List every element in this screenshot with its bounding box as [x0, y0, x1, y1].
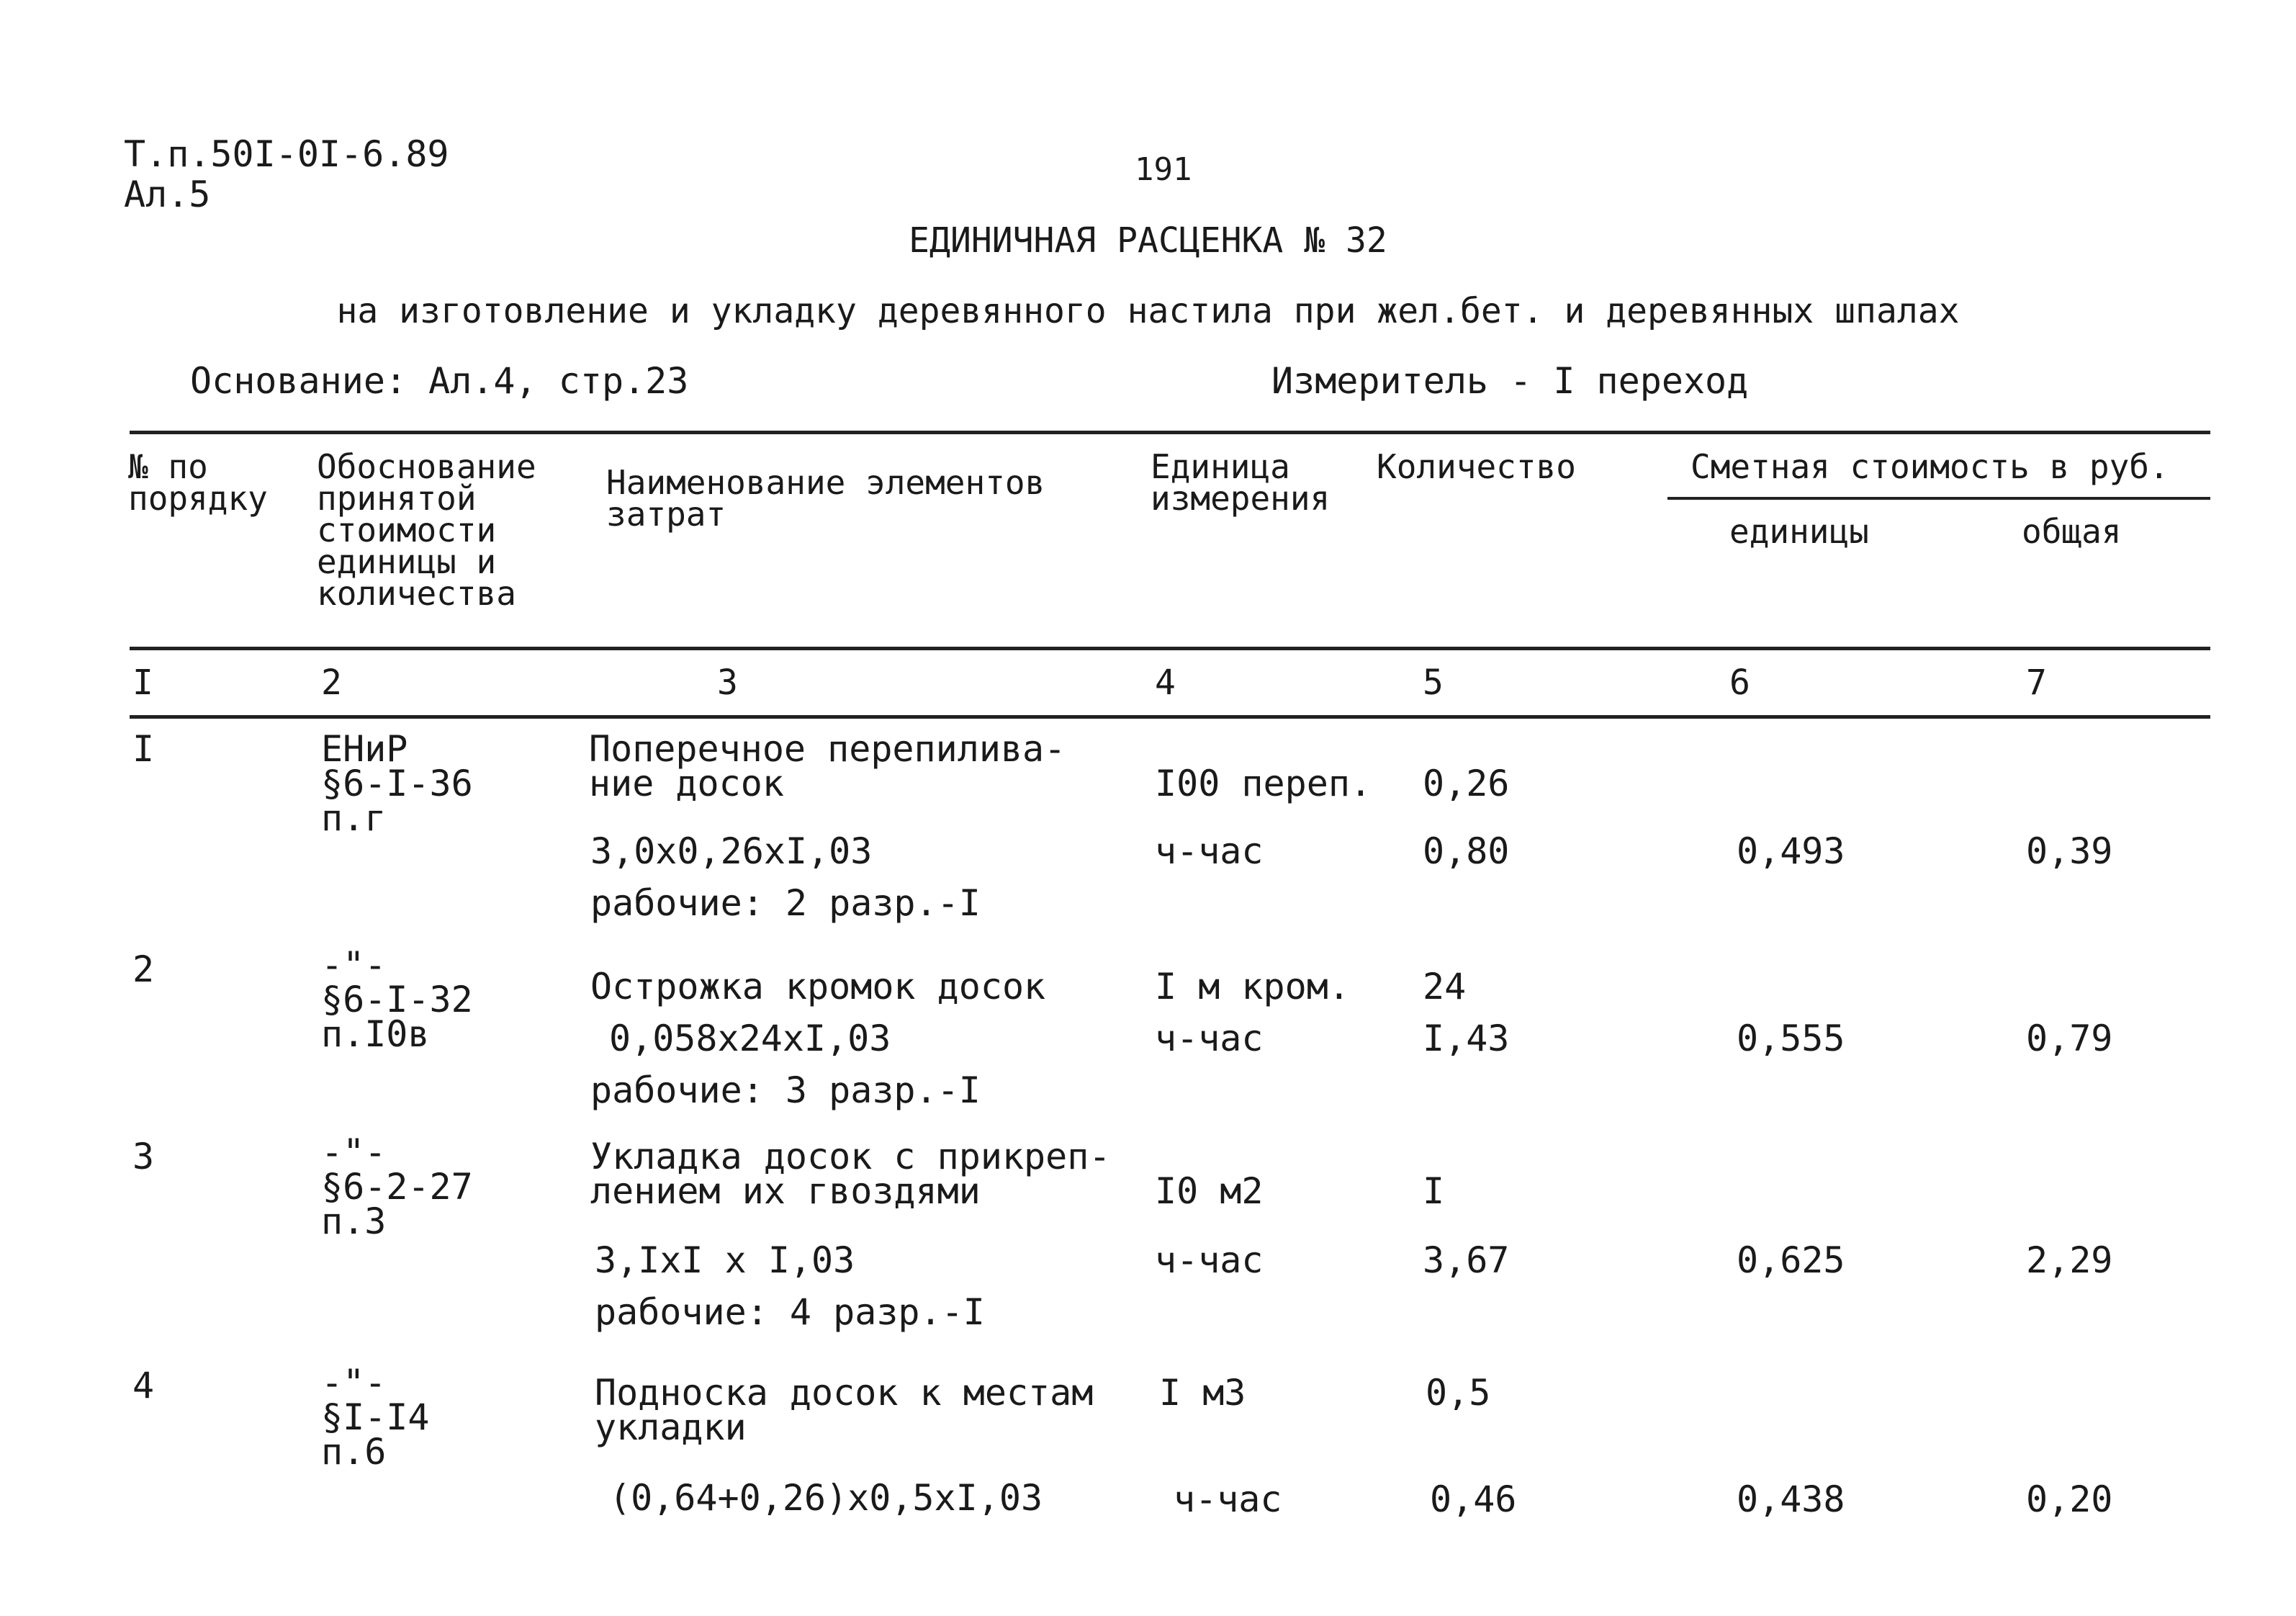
row-calc-unit: ч-час [1155, 1239, 1264, 1281]
document-code-line2: Ал.5 [124, 174, 211, 215]
row-workers: рабочие: 3 разр.-I [590, 1069, 981, 1111]
row-unit-cost: 0,493 [1737, 830, 1845, 872]
row-calc-quantity: 0,46 [1430, 1478, 1517, 1520]
row-calculation: 0,058х24хI,03 [609, 1018, 891, 1059]
row-unit-cost: 0,625 [1737, 1239, 1845, 1281]
row-total-cost: 2,29 [2026, 1239, 2113, 1281]
column-numbers-rule [130, 715, 2210, 719]
column-number: 6 [1729, 663, 1750, 703]
row-basis: -"- §6-2-27 п.3 [321, 1131, 473, 1242]
row-quantity: 0,5 [1426, 1372, 1491, 1414]
header-unit: Единица измерения [1151, 447, 1331, 518]
document-code-line1: Т.п.50I-0I-6.89 [124, 133, 449, 175]
row-unit-cost: 0,438 [1737, 1478, 1845, 1520]
column-number: I [132, 663, 153, 703]
header-quantity: Количество [1377, 447, 1576, 486]
row-total-cost: 0,20 [2026, 1478, 2113, 1520]
row-calc-unit: ч-час [1155, 1018, 1264, 1059]
row-calc-quantity: I,43 [1423, 1018, 1510, 1059]
row-number: 2 [132, 948, 155, 990]
row-quantity: 24 [1423, 966, 1467, 1007]
column-number: 2 [321, 663, 342, 703]
header-unit-cost: единицы [1729, 512, 1869, 551]
row-quantity: I [1423, 1170, 1445, 1212]
header-cost-group: Сметная стоимость в руб. [1691, 447, 2169, 486]
row-unit: I м кром. [1155, 966, 1350, 1007]
row-calculation: 3,0х0,26хI,03 [590, 830, 873, 872]
row-calc-unit: ч-час [1174, 1478, 1282, 1520]
row-basis: -"- §I-I4 п.6 [321, 1362, 430, 1473]
header-row-number: № по порядку [128, 447, 268, 518]
row-number: 4 [132, 1365, 155, 1406]
header-basis: Обоснование принятой стоимости единицы и количества [317, 447, 536, 613]
column-number: 7 [2026, 663, 2047, 703]
row-unit-cost: 0,555 [1737, 1018, 1845, 1059]
column-number: 5 [1423, 663, 1444, 703]
table-top-rule [130, 431, 2210, 434]
row-unit: I0 м2 [1155, 1170, 1264, 1212]
row-total-cost: 0,79 [2026, 1018, 2113, 1059]
row-quantity: 0,26 [1423, 763, 1510, 804]
cost-group-rule [1667, 497, 2210, 500]
row-calc-quantity: 0,80 [1423, 830, 1510, 872]
column-number: 4 [1155, 663, 1176, 703]
row-basis: -"- §6-I-32 п.I0в [321, 944, 473, 1055]
page-number: 191 [1135, 151, 1192, 188]
row-calculation: (0,64+0,26)х0,5хI,03 [609, 1477, 1043, 1519]
column-number: 3 [717, 663, 738, 703]
row-cost-element: Острожка кромок досок [590, 966, 1046, 1007]
measure-unit: Измеритель - I переход [1271, 360, 1749, 402]
row-number: I [132, 728, 155, 770]
row-cost-element: Поперечное перепилива- ние досок [589, 728, 1066, 804]
row-calc-quantity: 3,67 [1423, 1239, 1510, 1281]
row-calc-unit: ч-час [1155, 830, 1264, 872]
row-unit: I м3 [1159, 1372, 1246, 1414]
page-subtitle: на изготовление и укладку деревянного настила при жел.бет. и деревянных шпалах [336, 291, 1960, 331]
row-basis: ЕНиР §6-I-36 п.г [321, 728, 473, 839]
row-workers: рабочие: 4 разр.-I [595, 1291, 985, 1333]
header-cost-element: Наименование элементов затрат [606, 463, 1045, 534]
row-cost-element: Укладка досок с прикреп- лением их гвоздями [590, 1136, 1111, 1212]
document-code [124, 134, 449, 215]
header-total-cost: общая [2022, 512, 2122, 551]
page-title: ЕДИНИЧНАЯ РАСЦЕНКА № 32 [909, 220, 1387, 261]
row-total-cost: 0,39 [2026, 830, 2113, 872]
row-number: 3 [132, 1136, 155, 1177]
header-bottom-rule [130, 647, 2210, 650]
row-cost-element: Подноска досок к местам укладки [595, 1372, 1094, 1448]
row-calculation: 3,IхI х I,03 [595, 1239, 855, 1281]
row-workers: рабочие: 2 разр.-I [590, 882, 981, 924]
row-unit: I00 переп. [1155, 763, 1372, 804]
basis-reference: Основание: Ал.4, стр.23 [190, 360, 689, 402]
